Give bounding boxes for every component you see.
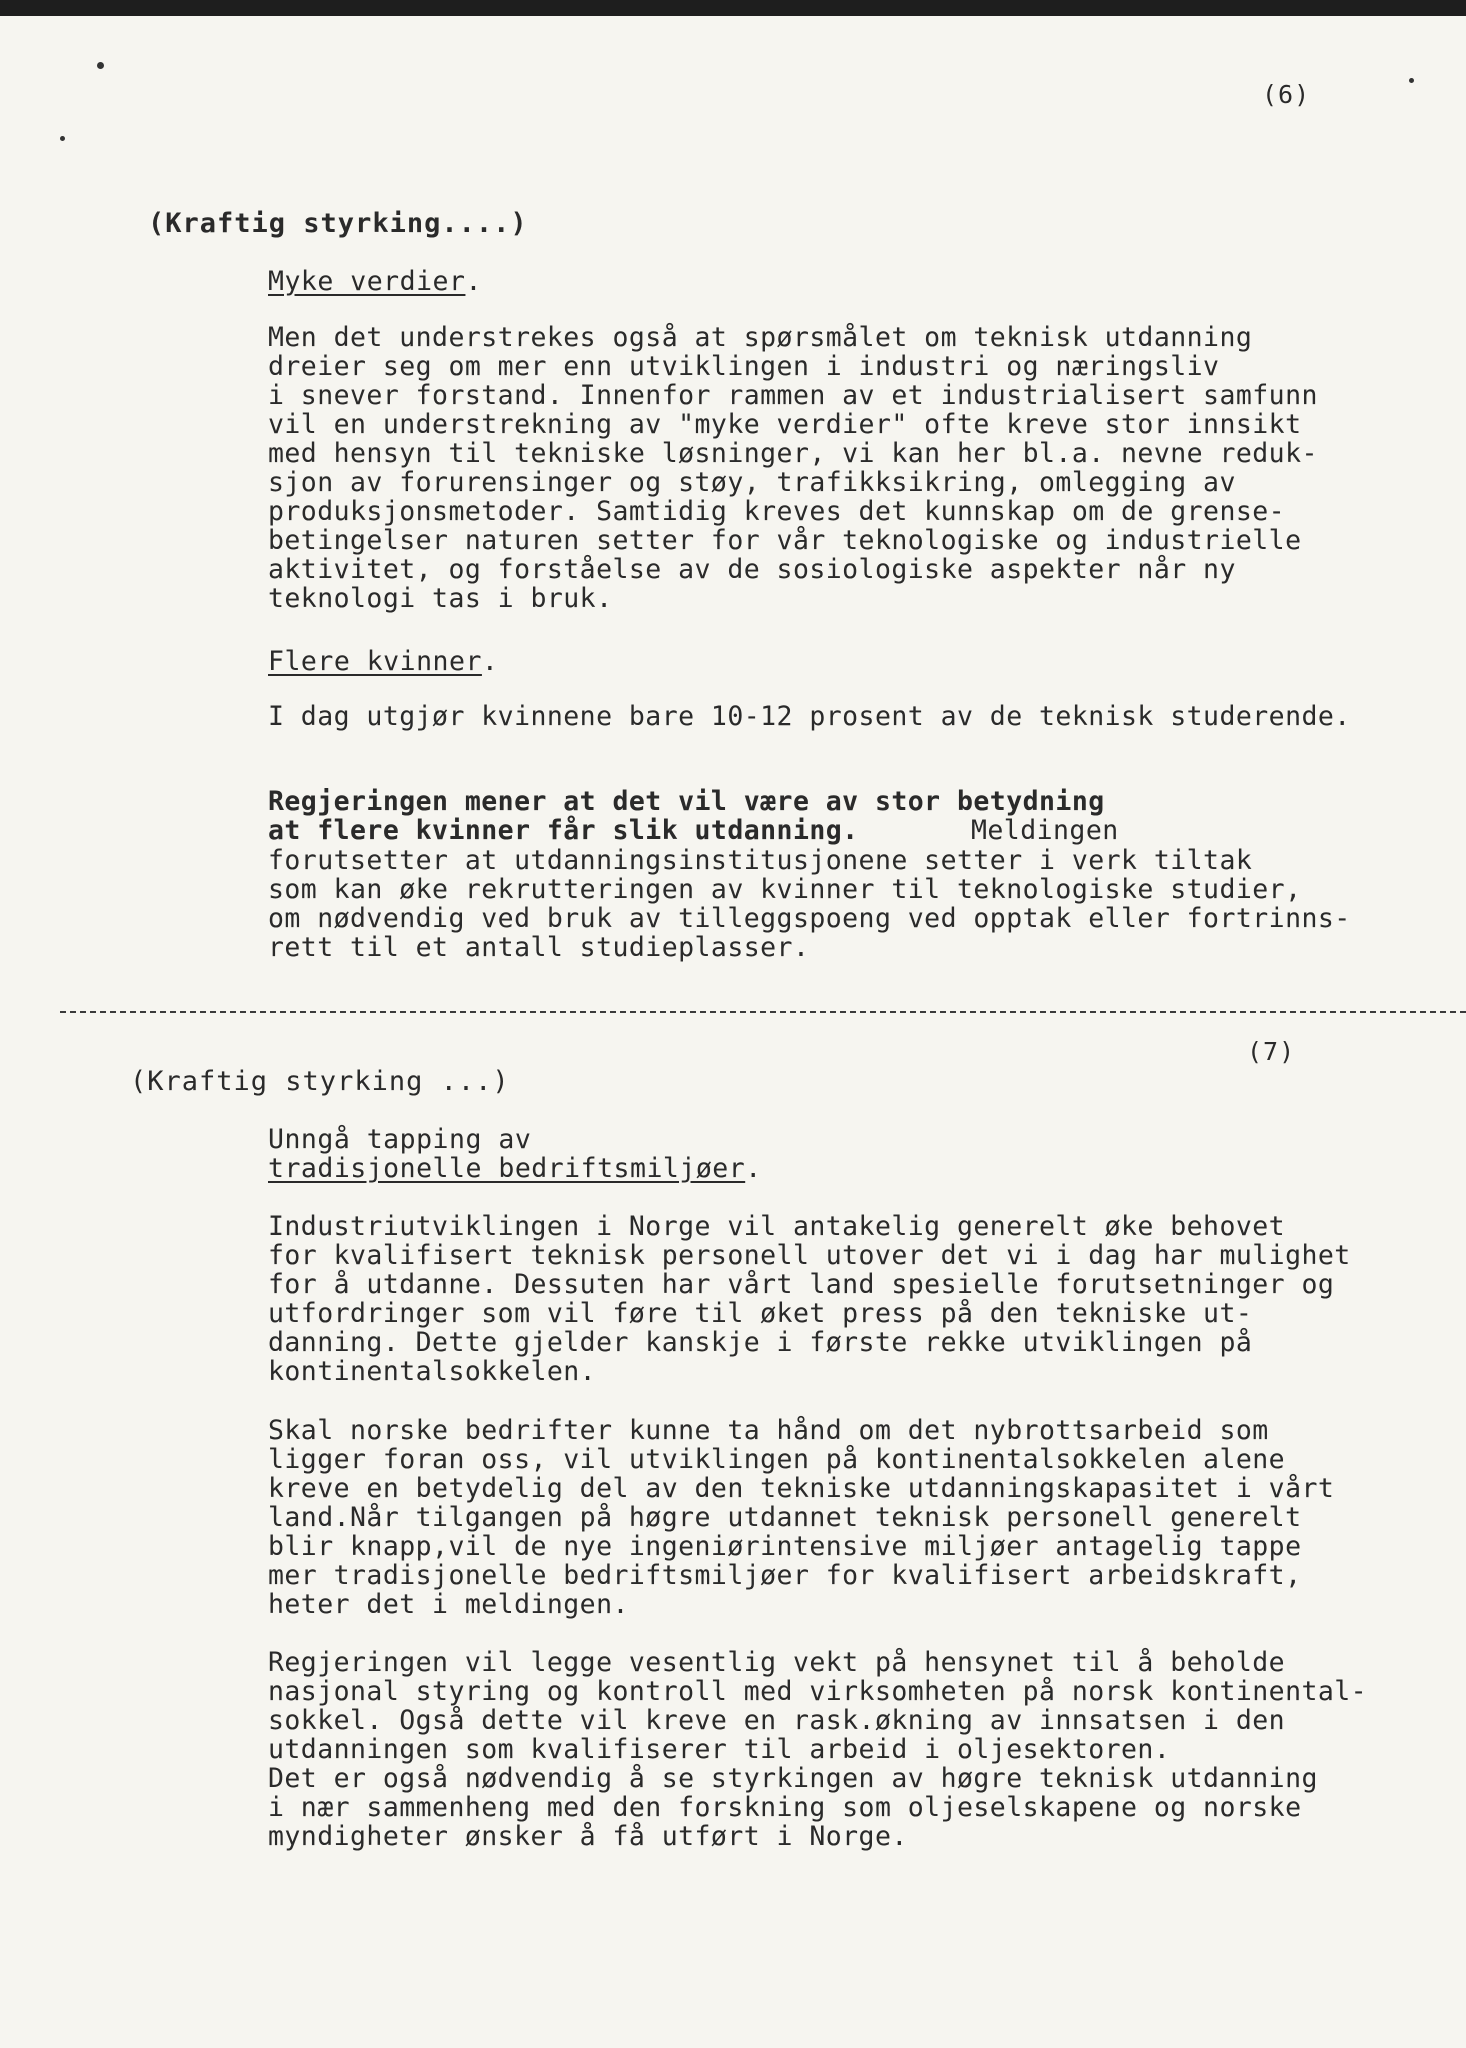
section-heading: (Kraftig styrking....)	[148, 208, 528, 239]
subheading-title: tradisjonelle bedriftsmiljøer	[268, 1153, 746, 1184]
subheading-title: Flere kvinner	[268, 646, 482, 677]
subheading-flere-kvinner	[268, 646, 498, 677]
paragraph: Regjeringen vil legge vesentlig vekt på hensynet til å beholde nasjonal styring og kontroll med virksomheten på norsk kontinental- sokkel. Også dette vil kreve en rask.økning av innsatsen i den utdanningen som kvalifiserer til arbeid i oljesektoren. Det er også nødvendig å se styrkingen av høgre teknisk utdanning i nær sammenheng med den forskning som oljeselskapene og norske myndigheter ønsker å få utført i Norge.	[268, 1647, 1368, 1852]
subheading-myke-verdier	[268, 266, 482, 297]
subheading-suffix: .	[481, 646, 499, 677]
page-number: (6)	[1262, 80, 1311, 109]
scan-speck	[60, 136, 65, 141]
section-heading: (Kraftig styrking ...)	[130, 1066, 510, 1097]
scan-speck	[97, 62, 104, 69]
page-number: (7)	[1247, 1037, 1296, 1066]
paragraph: Skal norske bedrifter kunne ta hånd om det nybrottsarbeid som ligger foran oss, vil utviklingen på kontinentalsokkelen alene kreve en betydelig del av den tekniske utdanningskapasitet i vårt land.Når tilgangen på høgre utdannet teknisk personell generelt blir knapp,vil de nye ingeniørintensive miljøer antagelig tappe mer tradisjonelle bedriftsmiljøer for kvalifisert arbeidskraft, heter det i meldingen.	[268, 1415, 1335, 1620]
paragraph-fragment: Meldingen	[971, 815, 1119, 846]
section-divider	[60, 1011, 1466, 1013]
subheading-suffix: .	[745, 1153, 762, 1184]
paragraph-emphasis: Regjeringen mener at det vil være av stor betydning at flere kvinner får slik utdanning.	[268, 786, 1105, 846]
paragraph: I dag utgjør kvinnene bare 10-12 prosent av de teknisk studerende.	[268, 701, 1351, 732]
subheading-title: Myke verdier	[268, 266, 466, 297]
subheading-line: Unngå tapping av	[268, 1124, 532, 1155]
paragraph: forutsetter at utdanningsinstitusjonene setter i verk tiltak som kan øke rekrutteringen av kvinner til teknologiske studier, om nødvendig ved bruk av tilleggspoeng ved opptak eller fortrinns- rett til et antall studieplasser.	[268, 845, 1351, 963]
paragraph: Men det understrekes også at spørsmålet om teknisk utdanning dreier seg om mer enn utviklingen i industri og næringsliv i snever forstand. Innenfor rammen av et industrialisert samfunn vil en understrekning av "myke verdier" ofte kreve stor innsikt med hensyn til tekniske løsninger, vi kan her bl.a. nevne reduk- sjon av forurensinger og støy, trafikksikring, omlegging av produksjonsmetoder. Samtidig kreves det kunnskap om de grense- betingelser naturen setter for vår teknologiske og industrielle aktivitet, og forståelse av de sosiologiske aspekter når ny teknologi tas i bruk.	[268, 322, 1318, 614]
scan-speck	[1409, 78, 1414, 83]
subheading-tradisjonelle	[268, 1153, 762, 1184]
subheading-suffix: .	[465, 266, 482, 297]
scan-top-edge	[0, 0, 1466, 16]
paragraph: Industriutviklingen i Norge vil antakelig generelt øke behovet for kvalifisert teknisk personell utover det vi i dag har mulighet for å utdanne. Dessuten har vårt land spesielle forutsetninger og utfordringer som vil føre til øket press på den tekniske ut- danning. Dette gjelder kanskje i første rekke utviklingen på kontinentalsokkelen.	[268, 1211, 1351, 1387]
